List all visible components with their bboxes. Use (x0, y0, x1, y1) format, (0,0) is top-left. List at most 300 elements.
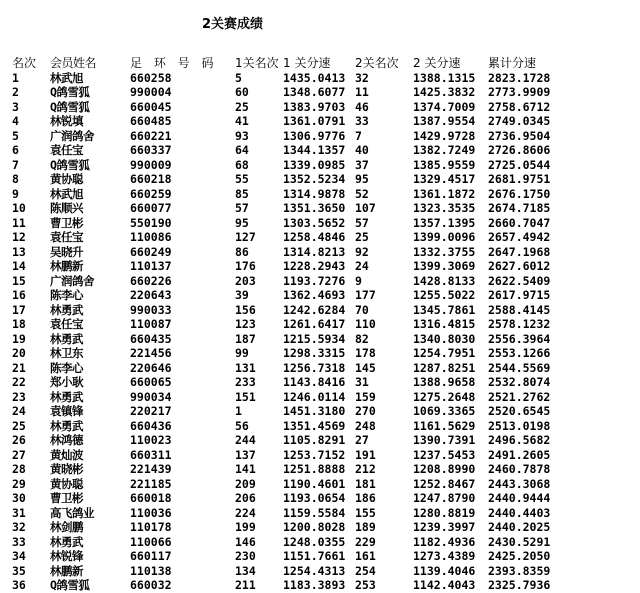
cell-ring-number: 550190 (130, 215, 172, 230)
cell-member-name: 林锐锋 (50, 549, 83, 563)
cell-ring-number: 220643 (130, 288, 172, 302)
cell-stage2-speed: 1161.5629 (413, 418, 476, 433)
cell-stage2-speed: 1273.4389 (413, 549, 476, 563)
table-row (12, 375, 578, 390)
cell-stage1-speed: 1256.7318 (283, 360, 346, 375)
cell-total-speed: 2544.5569 (488, 360, 551, 375)
cell-stage1-speed: 1451.3180 (283, 404, 346, 418)
cell-stage1-rank: 93 (235, 128, 249, 143)
table-row (12, 491, 578, 506)
cell-ring-number: 660065 (130, 375, 172, 389)
cell-member-name: 林勇武 (50, 418, 83, 433)
cell-total-speed: 2823.1728 (488, 70, 551, 85)
table-row (12, 564, 578, 579)
table-row (12, 259, 578, 274)
cell-stage2-speed: 1399.0096 (413, 230, 476, 244)
cell-member-name: 广润鸽舍 (50, 128, 94, 143)
table-row (12, 346, 578, 361)
cell-stage1-speed: 1254.4313 (283, 563, 346, 578)
cell-total-speed: 2758.6712 (488, 99, 551, 114)
cell-stage2-rank: 25 (355, 230, 369, 244)
cell-ring-number: 110138 (130, 563, 172, 578)
cell-stage1-rank: 209 (235, 476, 256, 491)
table-row (12, 448, 578, 463)
cell-total-speed: 2647.1968 (488, 244, 551, 259)
cell-stage2-speed: 1182.4936 (413, 534, 476, 549)
cell-total-speed: 2736.9504 (488, 128, 551, 143)
cell-rank: 5 (12, 128, 19, 143)
cell-stage1-speed: 1190.4601 (283, 476, 346, 491)
cell-stage2-rank: 186 (355, 491, 376, 505)
cell-ring-number: 220646 (130, 360, 172, 375)
cell-stage2-rank: 155 (355, 505, 376, 520)
cell-rank: 36 (12, 578, 26, 592)
cell-stage1-rank: 199 (235, 520, 256, 534)
cell-ring-number: 990004 (130, 85, 172, 99)
cell-stage2-speed: 1390.7391 (413, 433, 476, 447)
cell-member-name: 林勇武 (50, 389, 83, 404)
cell-stage2-rank: 189 (355, 520, 376, 534)
cell-stage1-rank: 187 (235, 331, 256, 346)
cell-stage1-speed: 1248.0355 (283, 534, 346, 549)
cell-stage1-speed: 1228.2943 (283, 259, 346, 273)
cell-stage1-rank: 64 (235, 143, 249, 157)
cell-member-name: 吴晓升 (50, 244, 83, 259)
cell-stage2-rank: 24 (355, 259, 369, 273)
cell-stage2-rank: 70 (355, 302, 369, 317)
cell-stage2-speed: 1361.1872 (413, 186, 476, 201)
cell-ring-number: 221185 (130, 476, 172, 491)
cell-ring-number: 990034 (130, 389, 172, 404)
cell-stage1-speed: 1362.4693 (283, 288, 346, 302)
cell-total-speed: 2513.0198 (488, 418, 551, 433)
cell-stage2-rank: 52 (355, 186, 369, 201)
cell-stage2-rank: 7 (355, 128, 362, 143)
cell-stage1-speed: 1105.8291 (283, 433, 346, 447)
cell-stage1-speed: 1242.6284 (283, 302, 346, 317)
table-row (12, 85, 578, 100)
cell-total-speed: 2553.1266 (488, 346, 551, 360)
cell-stage2-speed: 1345.7861 (413, 302, 476, 317)
header-member-name: 会员姓名 (50, 56, 97, 70)
cell-rank: 21 (12, 360, 26, 375)
cell-stage1-rank: 156 (235, 302, 256, 317)
cell-stage2-speed: 1374.7009 (413, 99, 476, 114)
results-body (12, 71, 578, 593)
cell-ring-number: 221456 (130, 346, 172, 360)
cell-stage1-speed: 1351.3650 (283, 201, 346, 215)
cell-stage1-rank: 99 (235, 346, 249, 360)
cell-member-name: 广润鸽舍 (50, 273, 94, 288)
cell-stage2-speed: 1425.3832 (413, 85, 476, 99)
cell-total-speed: 2773.9909 (488, 85, 551, 99)
cell-stage1-speed: 1251.8888 (283, 462, 346, 476)
cell-member-name: 林剑鹏 (50, 520, 83, 534)
table-row (12, 158, 578, 173)
cell-stage2-speed: 1323.3535 (413, 201, 476, 215)
cell-stage1-speed: 1200.8028 (283, 520, 346, 534)
cell-member-name: 袁镇锋 (50, 404, 83, 418)
cell-stage1-rank: 230 (235, 549, 256, 563)
cell-stage1-speed: 1298.3315 (283, 346, 346, 360)
cell-ring-number: 110087 (130, 317, 172, 331)
cell-total-speed: 2440.4403 (488, 505, 551, 520)
cell-ring-number: 660077 (130, 201, 172, 215)
cell-stage2-speed: 1382.7249 (413, 143, 476, 157)
cell-rank: 6 (12, 143, 19, 157)
cell-rank: 11 (12, 215, 26, 230)
cell-rank: 17 (12, 302, 26, 317)
cell-stage1-speed: 1314.8213 (283, 244, 346, 259)
cell-stage1-speed: 1215.5934 (283, 331, 346, 346)
cell-total-speed: 2726.8606 (488, 143, 551, 157)
cell-ring-number: 660337 (130, 143, 172, 157)
cell-ring-number: 990033 (130, 302, 172, 317)
cell-stage1-rank: 233 (235, 375, 256, 389)
cell-stage2-rank: 33 (355, 114, 369, 128)
cell-stage1-rank: 134 (235, 563, 256, 578)
cell-total-speed: 2674.7185 (488, 201, 551, 215)
cell-total-speed: 2660.7047 (488, 215, 551, 230)
cell-stage2-speed: 1255.5022 (413, 288, 476, 302)
table-row (12, 535, 578, 550)
cell-rank: 23 (12, 389, 26, 404)
cell-stage1-rank: 39 (235, 288, 249, 302)
cell-stage1-speed: 1383.9703 (283, 99, 346, 114)
cell-stage1-rank: 95 (235, 215, 249, 230)
table-row (12, 361, 578, 376)
cell-stage2-speed: 1254.7951 (413, 346, 476, 360)
cell-stage2-speed: 1280.8819 (413, 505, 476, 520)
cell-stage1-rank: 60 (235, 85, 249, 99)
cell-rank: 25 (12, 418, 26, 433)
cell-total-speed: 2520.6545 (488, 404, 551, 418)
cell-stage2-rank: 92 (355, 244, 369, 259)
cell-stage1-speed: 1435.0413 (283, 70, 346, 85)
cell-member-name: 黄灿波 (50, 447, 83, 462)
cell-ring-number: 660311 (130, 447, 172, 462)
cell-rank: 32 (12, 520, 26, 534)
cell-stage2-rank: 161 (355, 549, 376, 563)
cell-rank: 12 (12, 230, 26, 244)
cell-member-name: 黄晓彬 (50, 462, 83, 476)
cell-stage2-speed: 1428.8133 (413, 273, 476, 288)
cell-stage1-rank: 131 (235, 360, 256, 375)
cell-ring-number: 990009 (130, 157, 172, 172)
cell-stage1-speed: 1258.4846 (283, 230, 346, 244)
cell-total-speed: 2491.2605 (488, 447, 551, 462)
cell-total-speed: 2622.5409 (488, 273, 551, 288)
cell-member-name: 黄协聪 (50, 172, 83, 186)
table-row (12, 172, 578, 187)
table-row (12, 114, 578, 129)
results-table (12, 56, 578, 593)
cell-stage1-speed: 1143.8416 (283, 375, 346, 389)
cell-total-speed: 2617.9715 (488, 288, 551, 302)
cell-stage1-speed: 1352.5234 (283, 172, 346, 186)
cell-stage2-speed: 1385.9559 (413, 157, 476, 172)
table-row (12, 274, 578, 289)
cell-total-speed: 2556.3964 (488, 331, 551, 346)
cell-stage1-speed: 1246.0114 (283, 389, 346, 404)
cell-rank: 9 (12, 186, 19, 201)
header-row (12, 56, 578, 71)
cell-ring-number: 110086 (130, 230, 172, 244)
cell-member-name: 林锐填 (50, 114, 83, 128)
table-row (12, 520, 578, 535)
cell-rank: 18 (12, 317, 26, 331)
table-row (12, 462, 578, 477)
table-row (12, 549, 578, 564)
table-row (12, 404, 578, 419)
cell-member-name: 黄协聪 (50, 476, 83, 491)
header-stage1-speed: 1 关分速 (283, 56, 331, 70)
cell-member-name: 林鸿德 (50, 433, 83, 447)
cell-ring-number: 660485 (130, 114, 172, 128)
cell-member-name: Q鸽雪狐 (50, 578, 90, 592)
header-rank: 名次 (12, 56, 37, 70)
table-row (12, 288, 578, 303)
cell-stage1-speed: 1314.9878 (283, 186, 346, 201)
cell-stage2-rank: 145 (355, 360, 376, 375)
cell-ring-number: 660218 (130, 172, 172, 186)
cell-stage2-speed: 1247.8790 (413, 491, 476, 505)
table-row (12, 477, 578, 492)
cell-stage2-rank: 107 (355, 201, 376, 215)
cell-ring-number: 220217 (130, 404, 172, 418)
cell-member-name: 袁任宝 (50, 230, 83, 244)
cell-rank: 29 (12, 476, 26, 491)
cell-stage2-speed: 1340.8030 (413, 331, 476, 346)
cell-stage1-speed: 1261.6417 (283, 317, 346, 331)
cell-stage1-rank: 137 (235, 447, 256, 462)
cell-stage1-rank: 1 (235, 404, 242, 418)
table-row (12, 506, 578, 521)
cell-stage1-speed: 1306.9776 (283, 128, 346, 143)
cell-stage1-speed: 1351.4569 (283, 418, 346, 433)
cell-stage2-speed: 1388.1315 (413, 70, 476, 85)
cell-ring-number: 660221 (130, 128, 172, 143)
table-row (12, 578, 578, 593)
header-stage2-speed: 2 关分速 (413, 56, 461, 70)
cell-stage1-speed: 1348.6077 (283, 85, 346, 99)
cell-ring-number: 660249 (130, 244, 172, 259)
cell-stage2-rank: 178 (355, 346, 376, 360)
cell-stage2-rank: 253 (355, 578, 376, 592)
cell-stage2-speed: 1429.9728 (413, 128, 476, 143)
header-ring-number: 足 环 号 码 (130, 56, 218, 70)
cell-rank: 3 (12, 99, 19, 114)
cell-rank: 22 (12, 375, 26, 389)
cell-ring-number: 660032 (130, 578, 172, 592)
table-row (12, 303, 578, 318)
cell-stage2-speed: 1239.3997 (413, 520, 476, 534)
table-row (12, 433, 578, 448)
cell-ring-number: 660436 (130, 418, 172, 433)
cell-stage1-rank: 86 (235, 244, 249, 259)
cell-member-name: 林鹏新 (50, 259, 83, 273)
cell-total-speed: 2749.0345 (488, 114, 551, 128)
cell-total-speed: 2588.4145 (488, 302, 551, 317)
cell-stage2-rank: 46 (355, 99, 369, 114)
table-row (12, 187, 578, 202)
cell-stage1-speed: 1253.7152 (283, 447, 346, 462)
cell-stage2-rank: 27 (355, 433, 369, 447)
cell-stage1-speed: 1361.0791 (283, 114, 346, 128)
cell-stage1-speed: 1193.0654 (283, 491, 346, 505)
cell-stage1-rank: 224 (235, 505, 256, 520)
table-row (12, 201, 578, 216)
cell-stage2-rank: 181 (355, 476, 376, 491)
table-row (12, 216, 578, 231)
cell-member-name: 陈顺兴 (50, 201, 83, 215)
cell-member-name: 林勇武 (50, 331, 83, 346)
cell-total-speed: 2393.8359 (488, 563, 551, 578)
cell-stage1-rank: 176 (235, 259, 256, 273)
table-row (12, 332, 578, 347)
cell-member-name: Q鸽雪狐 (50, 157, 90, 172)
cell-stage1-rank: 211 (235, 578, 256, 592)
cell-stage2-rank: 40 (355, 143, 369, 157)
cell-rank: 33 (12, 534, 26, 549)
cell-stage1-speed: 1339.0985 (283, 157, 346, 172)
cell-stage1-rank: 151 (235, 389, 256, 404)
cell-ring-number: 110036 (130, 505, 172, 520)
cell-stage2-rank: 31 (355, 375, 369, 389)
cell-stage1-rank: 203 (235, 273, 256, 288)
cell-stage1-rank: 57 (235, 201, 249, 215)
cell-stage1-rank: 244 (235, 433, 256, 447)
cell-stage1-speed: 1344.1357 (283, 143, 346, 157)
cell-stage1-speed: 1159.5584 (283, 505, 346, 520)
cell-member-name: Q鸽雪狐 (50, 85, 90, 99)
cell-stage2-rank: 95 (355, 172, 369, 186)
cell-stage2-rank: 177 (355, 288, 376, 302)
table-row (12, 245, 578, 260)
cell-ring-number: 110023 (130, 433, 172, 447)
cell-stage2-rank: 191 (355, 447, 376, 462)
table-row (12, 129, 578, 144)
cell-stage2-speed: 1208.8990 (413, 462, 476, 476)
cell-ring-number: 660258 (130, 70, 172, 85)
cell-rank: 27 (12, 447, 26, 462)
cell-total-speed: 2725.0544 (488, 157, 551, 172)
cell-ring-number: 110066 (130, 534, 172, 549)
cell-member-name: 曹卫彬 (50, 215, 83, 230)
cell-total-speed: 2627.6012 (488, 259, 551, 273)
cell-stage2-speed: 1387.9554 (413, 114, 476, 128)
cell-total-speed: 2430.5291 (488, 534, 551, 549)
cell-rank: 26 (12, 433, 26, 447)
table-row (12, 230, 578, 245)
cell-stage2-speed: 1275.2648 (413, 389, 476, 404)
cell-stage2-speed: 1252.8467 (413, 476, 476, 491)
cell-stage2-rank: 82 (355, 331, 369, 346)
cell-stage2-rank: 37 (355, 157, 369, 172)
cell-total-speed: 2496.5682 (488, 433, 551, 447)
cell-member-name: 陈李心 (50, 288, 83, 302)
table-row (12, 317, 578, 332)
cell-member-name: 郑小耿 (50, 375, 83, 389)
header-total-speed: 累计分速 (488, 56, 537, 70)
cell-stage2-rank: 270 (355, 404, 376, 418)
cell-stage2-speed: 1388.9658 (413, 375, 476, 389)
cell-rank: 8 (12, 172, 19, 186)
cell-rank: 16 (12, 288, 26, 302)
cell-stage2-rank: 212 (355, 462, 376, 476)
cell-stage2-rank: 32 (355, 70, 369, 85)
table-row (12, 390, 578, 405)
cell-stage1-rank: 85 (235, 186, 249, 201)
cell-stage2-rank: 254 (355, 563, 376, 578)
cell-stage2-speed: 1357.1395 (413, 215, 476, 230)
cell-rank: 34 (12, 549, 26, 563)
cell-ring-number: 660435 (130, 331, 172, 346)
cell-stage2-speed: 1329.4517 (413, 172, 476, 186)
cell-rank: 10 (12, 201, 26, 215)
header-stage1-rank: 1关名次 (235, 56, 279, 70)
cell-stage1-rank: 146 (235, 534, 256, 549)
cell-rank: 1 (12, 70, 19, 85)
cell-stage1-rank: 141 (235, 462, 256, 476)
table-row (12, 100, 578, 115)
cell-stage1-rank: 5 (235, 70, 242, 85)
cell-ring-number: 660045 (130, 99, 172, 114)
cell-rank: 24 (12, 404, 26, 418)
cell-ring-number: 221439 (130, 462, 172, 476)
cell-total-speed: 2425.2050 (488, 549, 551, 563)
cell-total-speed: 2460.7878 (488, 462, 551, 476)
cell-rank: 13 (12, 244, 26, 259)
cell-ring-number: 110137 (130, 259, 172, 273)
cell-stage2-speed: 1332.3755 (413, 244, 476, 259)
cell-ring-number: 110178 (130, 520, 172, 534)
cell-stage1-rank: 127 (235, 230, 256, 244)
table-row (12, 143, 578, 158)
cell-total-speed: 2325.7936 (488, 578, 551, 592)
cell-ring-number: 660226 (130, 273, 172, 288)
cell-stage2-speed: 1237.5453 (413, 447, 476, 462)
cell-rank: 4 (12, 114, 19, 128)
cell-total-speed: 2440.9444 (488, 491, 551, 505)
cell-total-speed: 2440.2025 (488, 520, 551, 534)
table-row (12, 419, 578, 434)
cell-total-speed: 2657.4942 (488, 230, 551, 244)
cell-stage1-rank: 123 (235, 317, 256, 331)
cell-rank: 30 (12, 491, 26, 505)
cell-stage1-rank: 25 (235, 99, 249, 114)
cell-rank: 15 (12, 273, 26, 288)
cell-rank: 20 (12, 346, 26, 360)
cell-stage1-speed: 1151.7661 (283, 549, 346, 563)
table-row (12, 71, 578, 86)
cell-total-speed: 2521.2762 (488, 389, 551, 404)
cell-ring-number: 660018 (130, 491, 172, 505)
cell-stage2-rank: 9 (355, 273, 362, 288)
cell-stage1-rank: 56 (235, 418, 249, 433)
cell-rank: 35 (12, 563, 26, 578)
cell-total-speed: 2578.1232 (488, 317, 551, 331)
cell-member-name: 袁任宝 (50, 317, 83, 331)
cell-stage2-speed: 1139.4046 (413, 563, 476, 578)
cell-rank: 14 (12, 259, 26, 273)
cell-stage2-rank: 57 (355, 215, 369, 230)
cell-stage2-speed: 1069.3365 (413, 404, 476, 418)
cell-stage1-rank: 41 (235, 114, 249, 128)
cell-member-name: 曹卫彬 (50, 491, 83, 505)
cell-member-name: 高飞鸽业 (50, 505, 94, 520)
cell-stage1-speed: 1193.7276 (283, 273, 346, 288)
